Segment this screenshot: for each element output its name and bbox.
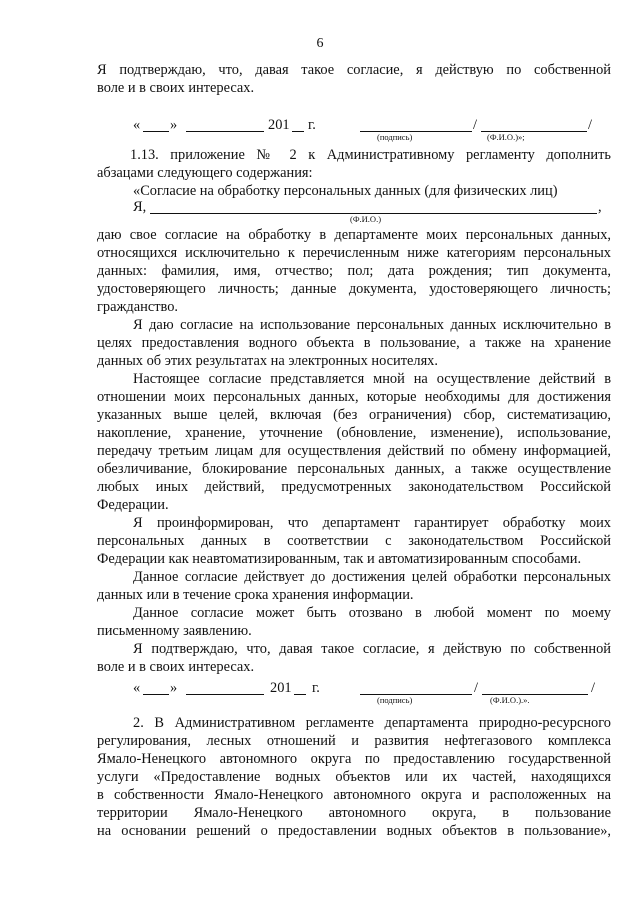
date-close-quote: » [170, 117, 178, 133]
use-line-3: данных об этих результатах на электронных носителях. [97, 353, 438, 369]
year-blank-2 [294, 694, 306, 695]
informed-line-2: персональных данных в соответствии с законодательством Российской [97, 533, 611, 549]
use-line-2: целях предоставления водного объекта в пользование, а также на хранение [97, 335, 611, 351]
slash: / [473, 117, 477, 133]
fio-caption: (Ф.И.О.)»; [487, 132, 525, 142]
actions-line-2: отношении моих персональных данных, которые необходимы для достижения [97, 389, 611, 405]
fio-caption-3: (Ф.И.О.).». [490, 695, 530, 705]
actions-line-6: обезличивание, блокирование персональных данных, а также осуществление [97, 461, 611, 477]
consent-line-4: удостоверяющего личность; данные документа, удостоверяющего личность; [97, 281, 611, 297]
item-2-line-1: 2. В Административном регламенте департамента природно-ресурсного [133, 715, 611, 731]
valid-line-1: Данное согласие действует до достижения целей обработки персональных [133, 569, 611, 585]
year-blank [292, 131, 304, 132]
date-open-quote-2: « [133, 680, 141, 696]
day-blank [143, 131, 169, 132]
consent-line-2: относящихся исключительно к перечисленным ниже категориям персональных [97, 245, 611, 261]
ya-prefix: Я, [133, 199, 147, 215]
informed-line-1: Я проинформирован, что департамент гарантирует обработку моих [133, 515, 611, 531]
item-2-line-2: регулирования, лесных отношений и развития нефтегазового комплекса [97, 733, 611, 749]
item-2-line-6: территории Ямало-Ненецкого автономного округа, в пользование [97, 805, 611, 821]
year-prefix: 201 [268, 117, 290, 133]
actions-line-1: Настоящее согласие представляется мной на осуществление действий в [133, 371, 611, 387]
item-2-line-7: на основании решений о предоставлении водных объектов в пользование», [97, 823, 611, 839]
actions-line-7: любых иных действий, предусмотренных законодательством Российской [97, 479, 611, 495]
informed-line-3: Федерации как неавтоматизированным, так и автоматизированным способами. [97, 551, 582, 567]
confirm2-line-1: Я подтверждаю, что, давая такое согласие, я действую по собственной [133, 641, 611, 657]
confirm-line-2: воле и в своих интересах. [97, 80, 255, 96]
date-close-quote-2: » [170, 680, 178, 696]
fio-caption-2: (Ф.И.О.) [350, 214, 382, 224]
month-blank-2 [186, 694, 264, 695]
consent-line-5: гражданство. [97, 299, 179, 315]
item-2-line-4: услуги «Предоставление водных объектов или их частей, находящихся [97, 769, 611, 785]
actions-line-3: указанных выше целей, включая (без ограничения) сбор, систематизацию, [97, 407, 611, 423]
slash-end-2: / [591, 680, 595, 696]
item-113-line-1: 1.13. приложение № 2 к Административному регламенту дополнить [130, 147, 611, 163]
confirm-line-1: Я подтверждаю, что, давая такое согласие, я действую по собственной [97, 62, 611, 78]
revoke-line-1: Данное согласие может быть отозвано в любой момент по моему [133, 605, 611, 621]
item-2-line-3: Ямало-Ненецкого автономного округа по предоставлению государственной [97, 751, 611, 767]
ya-comma: , [598, 199, 602, 215]
item-2-line-5: в собственности Ямало-Ненецкого автономного округа и расположенных на [97, 787, 611, 803]
signature-caption: (подпись) [377, 132, 413, 142]
consent-line-1: даю свое согласие на обработку в департаменте моих персональных данных, [97, 227, 611, 243]
slash-2: / [474, 680, 478, 696]
consent-line-3: данных: фамилия, имя, отчество; пол; дата рождения; тип документа, [97, 263, 611, 279]
consent-heading: «Согласие на обработку персональных данных (для физических лиц) [133, 183, 558, 199]
year-suffix: г. [308, 117, 316, 133]
page-number: 6 [316, 36, 324, 51]
day-blank-2 [143, 694, 169, 695]
year-prefix-2: 201 [270, 680, 292, 696]
slash-end: / [588, 117, 592, 133]
date-open-quote: « [133, 117, 141, 133]
month-blank [186, 131, 264, 132]
signature-caption-2: (подпись) [377, 695, 413, 705]
valid-line-2: данных или в течение срока хранения информации. [97, 587, 414, 603]
actions-line-5: передачу третьим лицам для осуществления действий по обмену информацией, [97, 443, 611, 459]
use-line-1: Я даю согласие на использование персональных данных исключительно в [133, 317, 611, 333]
actions-line-4: накопление, хранение, уточнение (обновление, изменение), использование, [97, 425, 611, 441]
revoke-line-2: письменному заявлению. [97, 623, 252, 639]
confirm2-line-2: воле и в своих интересах. [97, 659, 255, 675]
item-113-line-2: абзацами следующего содержания: [97, 165, 313, 181]
actions-line-8: Федерации. [97, 497, 169, 513]
year-suffix-2: г. [312, 680, 320, 696]
